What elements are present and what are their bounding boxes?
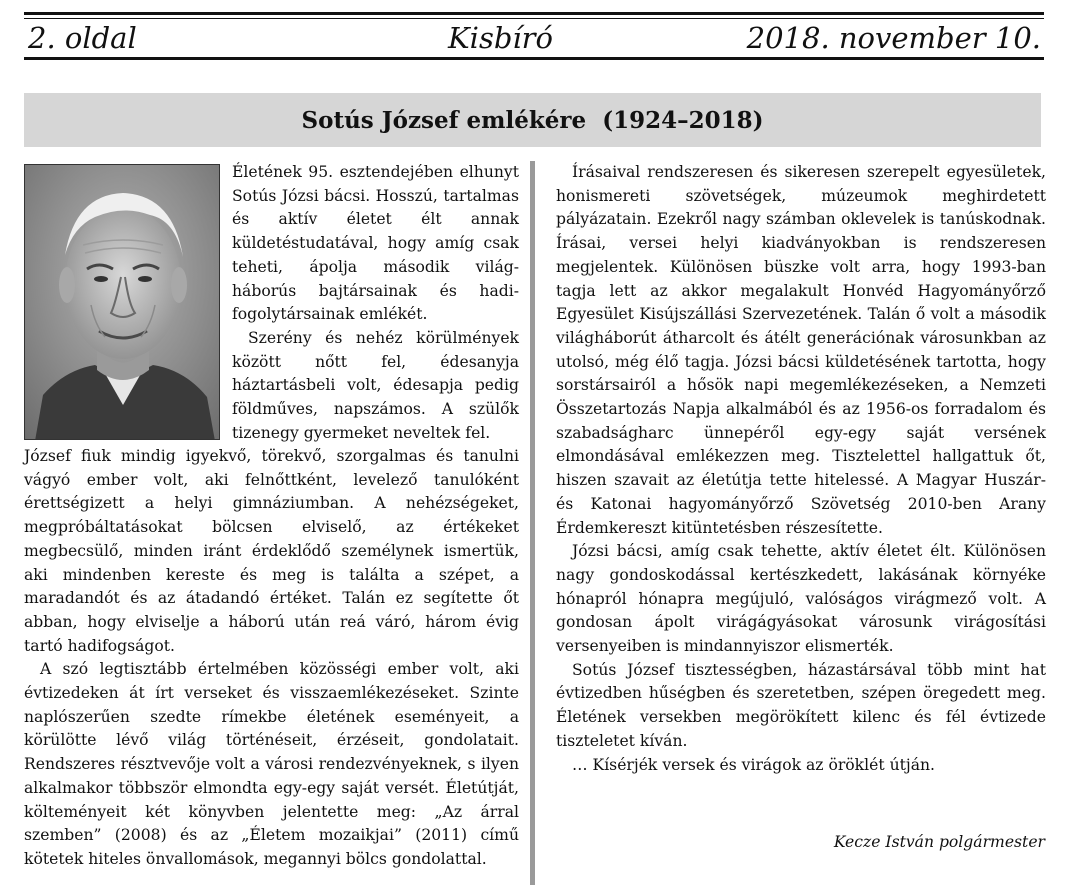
article-title-band [24,93,1041,147]
header-rule-bottom [24,57,1044,60]
portrait-photo-icon [25,165,220,440]
paragraph-1: Életének 95. esztendejében elhunyt Sotús Józsi bácsi. Hosszú, tartalmas és aktív életet élt annak küldetéstudatával, hogy amíg csak teheti, ápolja második világ-háborús bajtársainak és hadi-fogolytársainak emlékét. [232,163,519,324]
portrait-photo [24,164,220,440]
paragraph-5: Józsi bácsi, amíg csak tehette, aktív életet élt. Különösen nagy gondoskodással kertészkedett, lakásának környéke hónapról hónapra megújuló, valóságos virágmező volt. A gondosan ápolt virágágyásokat városunk virágosítási versenyeiben is mindannyiszor elismerték. [556,542,1046,656]
left-column-wide [24,445,519,872]
header-rule-top [24,12,1044,15]
page-number: 2. oldal [28,21,137,55]
article-title: Sotús József emlékére (1924–2018) [301,106,764,134]
paragraph-2-continued: József fiuk mindig igyekvő, törekvő, szorgalmas és tanulni vágyó ember volt, aki felnőttként, levelező tanulóként érettségizett a helyi gimnáziumban. A nehézségeket, megpróbáltatásokat bölcsen elviselő, az értékeket megbecsülő, minden iránt érdeklődő személynek ismertük, aki mindenben kereste és meg is találta a szépet, a maradandót és az átadandó értéket. Talán ez segítette őt abban, hogy elviselje a háború után reá váró, három évig tartó hadifogságot. [24,447,519,655]
paragraph-4: Írásaival rendszeresen és sikeresen szerepelt egyesületek, honismereti szövetségek, múzeumok meghirdetett pályázatain. Ezekről nagy számban oklevelek is tanúskodnak. Írásai, versei helyi kiadványokban is rendszeresen megjelentek. Különösen büszke volt arra, hogy 1993-ban tagja lett az akkor megalakult Honvéd Hagyományőrző Egyesület Kisújszállási Szervezetének. Talán ő volt a második világháborút átharcolt és átélt generációnak városunkban az utolsó, még élő tagja. Józsi bácsi küldetésének tartotta, hogy sorstársairól a hősök napi megemlékezéseken, a Nemzeti Összetartozás Napja alkalmából és az 1956-os forradalom és szabadságharc ünnepéről egy-egy saját versének elmondásával emlékezzen meg. Tisztelettel hallgattuk őt, hiszen szavait az életútja tette hitelessé. A Magyar Huszár- és Katonai hagyományőrző Szövetség 2010-ben Arany Érdemkereszt kitüntetésben részesítette. [556,163,1046,537]
paragraph-3: A szó legtisztább értelmében közösségi ember volt, aki évtizedeken át írt verseket és visszaemlékezéseket. Szinte naplószerűen szedte rímekbe életének eseményeit, a körülötte lévő világ történéseit, érzéseit, gondolatait. Rendszeres résztvevője volt a városi rendezvényeknek, s ilyen alkalmakor többször elmondta egy-egy saját versét. Életútját, költeményeit két könyvben jelentette meg: „Az árral szemben” (2008) és az „Életem mozaikjai” (2011) című kötetek hiteles önvallomások, megannyi bölcs gondolattal. [24,660,519,868]
paragraph-2: Szerény és nehéz körülmények között nőtt fel, édesanyja háztartásbeli volt, édesapja pedig földműves, napszámos. A szülők tizenegy gyermeket neveltek fel. [232,328,519,442]
publication-name: Kisbíró [448,21,553,55]
paragraph-7: … Kísérjék versek és virágok az öröklét útján. [572,755,936,774]
author-signature: Kecze István polgármester [833,833,1045,851]
column-divider [530,161,535,885]
right-column [556,161,1046,777]
issue-date: 2018. november 10. [746,21,1041,55]
left-column-top [232,161,519,445]
paragraph-6: Sotús József tisztességben, házastársával több mint hat évtizedben hűségben és szeretetben, szépen öregedett meg. Életének versekben megörökített kilenc és fél évtizede tiszteletet kíván. [556,660,1046,750]
